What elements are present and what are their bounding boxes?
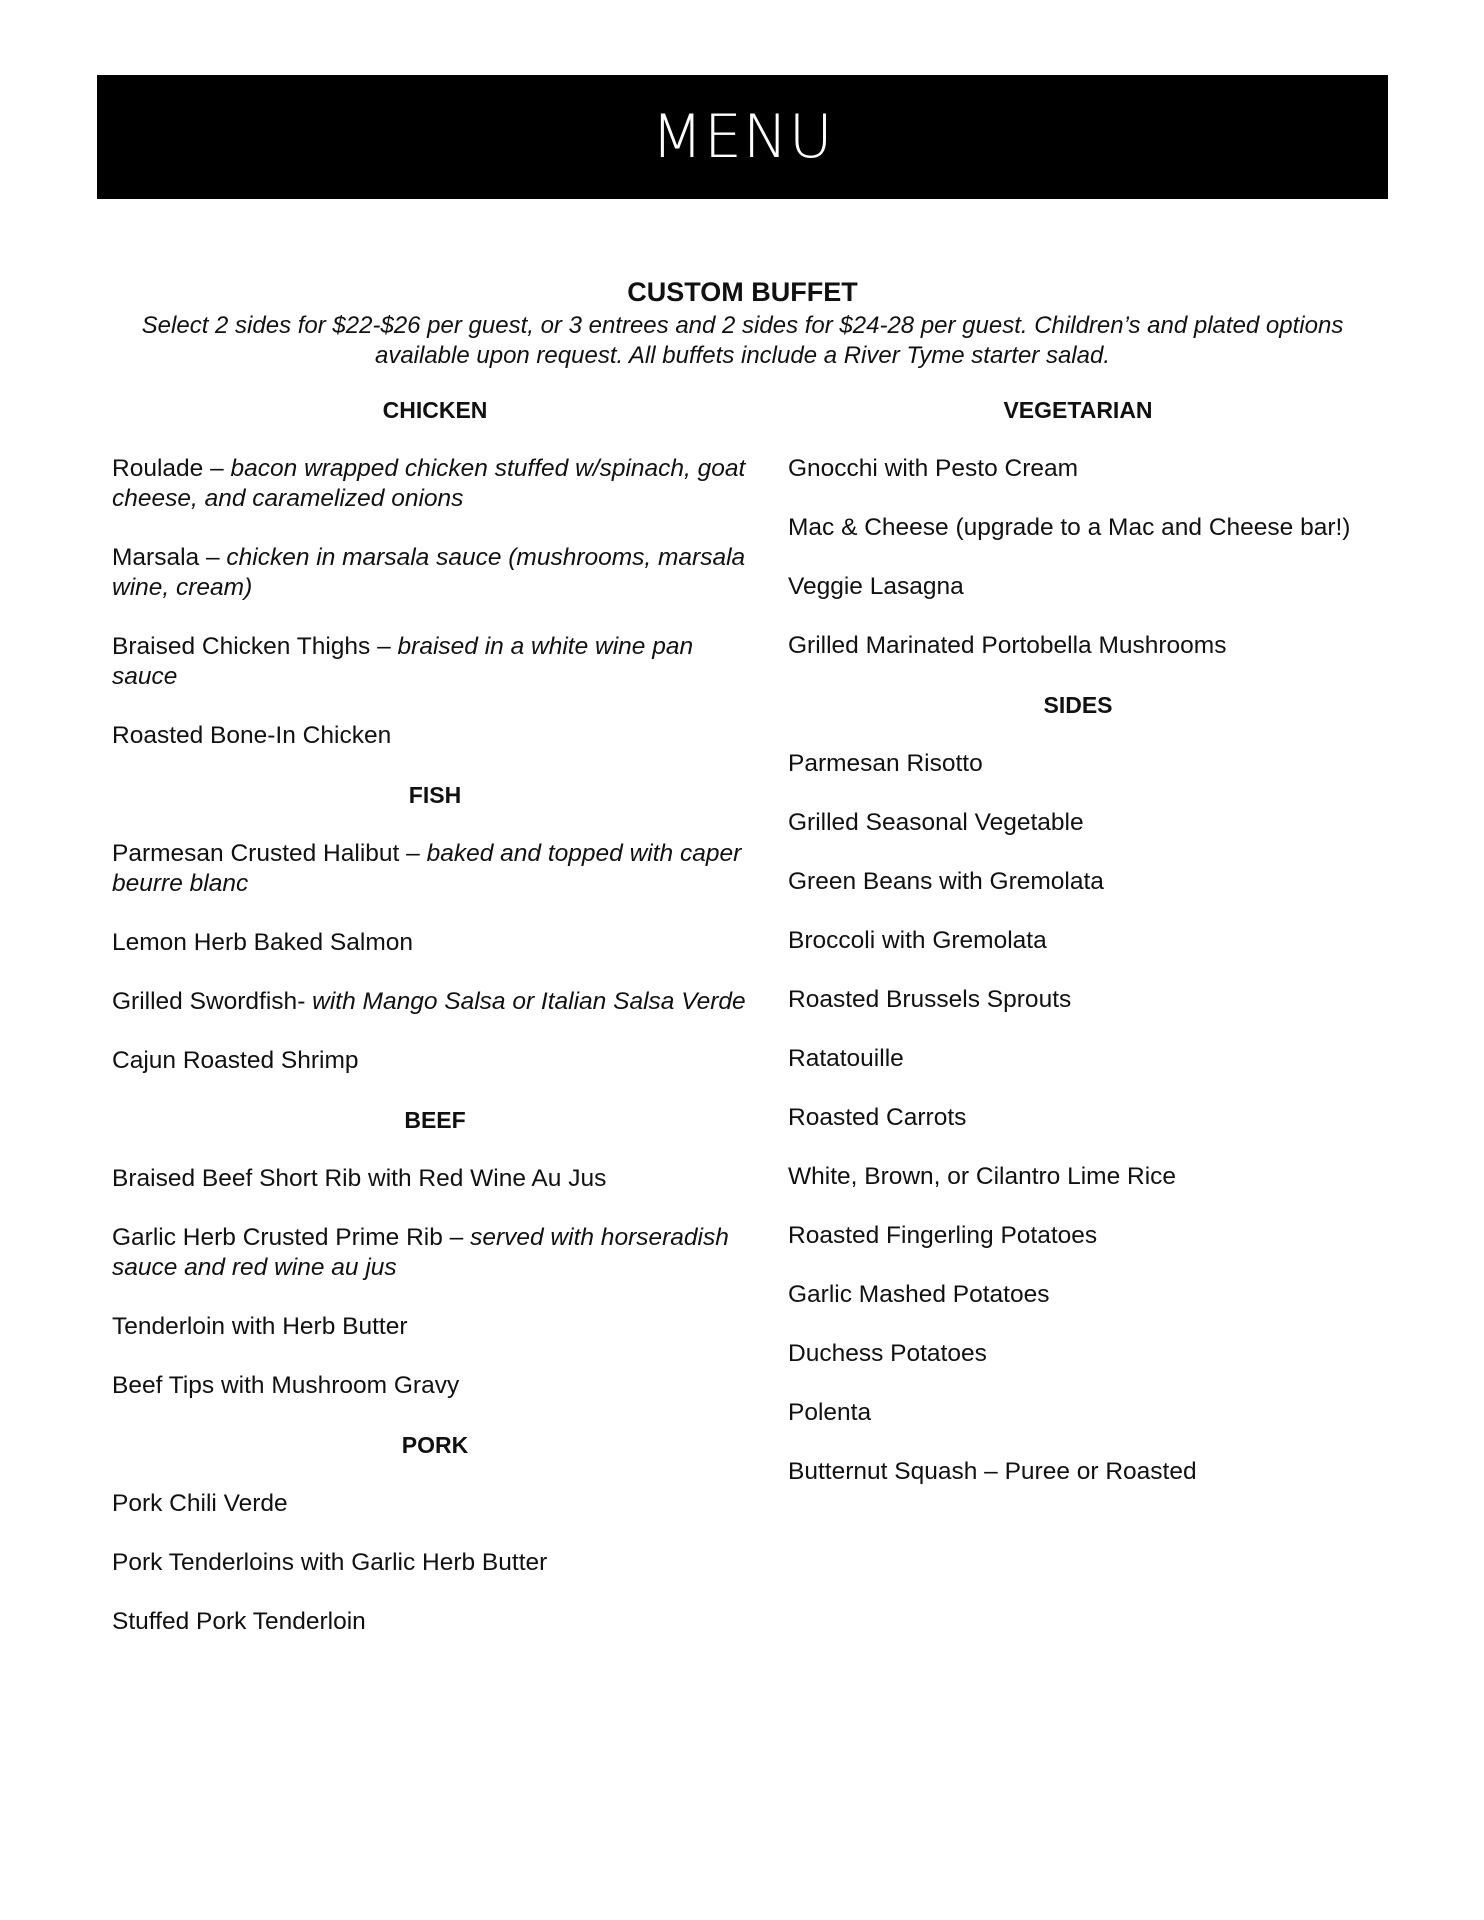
menu-item-name: Parmesan Crusted Halibut xyxy=(112,840,400,867)
section-heading-beef: BEEF xyxy=(404,1107,466,1133)
menu-item-description: with Mango Salsa or Italian Salsa Verde xyxy=(312,988,746,1015)
menu-item-name: White, Brown, or Cilantro Lime Rice xyxy=(788,1163,1177,1190)
menu-item-name: Duchess Potatoes xyxy=(788,1340,987,1367)
menu-item-name: Mac & Cheese (upgrade to a Mac and Cheese bar!) xyxy=(788,514,1351,541)
menu-item xyxy=(112,543,758,603)
menu-item-separator: – xyxy=(203,455,231,482)
menu-item xyxy=(112,928,758,958)
menu-item xyxy=(788,1398,1368,1428)
menu-item-name: Stuffed Pork Tenderloin xyxy=(112,1608,366,1635)
menu-item xyxy=(788,808,1368,838)
menu-item-name: Roasted Fingerling Potatoes xyxy=(788,1222,1098,1249)
menu-item xyxy=(112,632,758,692)
right-menu-column xyxy=(788,395,1368,1516)
menu-item-name: Braised Beef Short Rib with Red Wine Au Jus xyxy=(112,1165,607,1192)
menu-item xyxy=(112,1489,758,1519)
menu-item xyxy=(112,454,758,514)
menu-item-separator: – xyxy=(199,544,227,571)
menu-item-description: chicken in marsala sauce (mushrooms, marsala wine, cream) xyxy=(112,544,746,601)
menu-item xyxy=(112,1607,758,1637)
section-heading-vegetarian: VEGETARIAN xyxy=(1003,397,1153,423)
menu-item xyxy=(788,1457,1368,1487)
menu-item-name: Butternut Squash – Puree or Roasted xyxy=(788,1458,1197,1485)
menu-item xyxy=(788,749,1368,779)
menu-item xyxy=(112,1164,758,1194)
menu-item-name: Parmesan Risotto xyxy=(788,750,983,777)
menu-item-name: Veggie Lasagna xyxy=(788,573,964,600)
section-heading-chicken: CHICKEN xyxy=(382,397,488,423)
menu-item-name: Pork Chili Verde xyxy=(112,1490,288,1517)
menu-section-sides xyxy=(788,690,1368,1487)
menu-item-name: Ratatouille xyxy=(788,1045,904,1072)
menu-item-name: Garlic Herb Crusted Prime Rib xyxy=(112,1224,443,1251)
menu-item xyxy=(788,1162,1368,1192)
menu-item-name: Lemon Herb Baked Salmon xyxy=(112,929,413,956)
menu-item-name: Braised Chicken Thighs xyxy=(112,633,371,660)
menu-item xyxy=(788,631,1368,661)
menu-item xyxy=(112,1046,758,1076)
menu-item-separator: – xyxy=(442,1224,471,1251)
menu-item xyxy=(788,513,1368,543)
menu-item xyxy=(112,839,758,899)
menu-title: MENU xyxy=(651,102,834,172)
menu-item-name: Roulade xyxy=(112,455,204,482)
menu-item-separator: – xyxy=(399,840,427,867)
menu-item-name: Green Beans with Gremolata xyxy=(788,868,1104,895)
menu-item-name: Roasted Bone-In Chicken xyxy=(112,722,392,749)
menu-item xyxy=(788,1280,1368,1310)
menu-item xyxy=(788,1103,1368,1133)
menu-section-fish xyxy=(112,780,758,1076)
menu-section-pork xyxy=(112,1430,758,1637)
menu-item-name: Tenderloin with Herb Butter xyxy=(112,1313,408,1340)
custom-buffet-heading: CUSTOM BUFFET xyxy=(627,277,858,307)
menu-item-description: baked and topped with caper beurre blanc xyxy=(112,840,742,897)
section-heading-pork: PORK xyxy=(401,1432,469,1458)
menu-item-description: served with horseradish sauce and red wine au jus xyxy=(112,1224,729,1281)
menu-item xyxy=(112,1548,758,1578)
section-heading-sides: SIDES xyxy=(1043,692,1113,718)
menu-item-name: Cajun Roasted Shrimp xyxy=(112,1047,359,1074)
menu-item-name: Marsala xyxy=(112,544,200,571)
menu-item xyxy=(112,1371,758,1401)
menu-section-vegetarian xyxy=(788,395,1368,661)
menu-section-chicken xyxy=(112,395,758,751)
menu-item-name: Roasted Carrots xyxy=(788,1104,967,1131)
custom-buffet-description: Select 2 sides for $22-$26 per guest, or 3 entrees and 2 sides for $24-28 per guest. Children’s and plated options available upon request. All buffets include a River Tyme starter salad. xyxy=(141,312,1344,369)
menu-item-name: Polenta xyxy=(788,1399,872,1426)
menu-item-name: Beef Tips with Mushroom Gravy xyxy=(112,1372,460,1399)
menu-item-name: Garlic Mashed Potatoes xyxy=(788,1281,1050,1308)
menu-item-separator: – xyxy=(370,633,398,660)
menu-section-beef xyxy=(112,1105,758,1401)
menu-item xyxy=(112,1223,758,1283)
menu-item-name: Gnocchi with Pesto Cream xyxy=(788,455,1079,482)
menu-item xyxy=(788,454,1368,484)
menu-item-name: Grilled Swordfish xyxy=(112,988,298,1015)
menu-item-description: braised in a white wine pan sauce xyxy=(112,633,694,690)
menu-item-name: Broccoli with Gremolata xyxy=(788,927,1047,954)
menu-item xyxy=(112,1312,758,1342)
section-heading-fish: FISH xyxy=(408,782,462,808)
menu-item xyxy=(788,985,1368,1015)
menu-item-name: Pork Tenderloins with Garlic Herb Butter xyxy=(112,1549,548,1576)
menu-item xyxy=(788,1044,1368,1074)
menu-item xyxy=(112,721,758,751)
menu-item-description: bacon wrapped chicken stuffed w/spinach, goat cheese, and caramelized onions xyxy=(112,455,746,512)
menu-item-separator: - xyxy=(297,988,313,1015)
menu-item xyxy=(788,926,1368,956)
menu-item xyxy=(788,1339,1368,1369)
menu-item-name: Grilled Seasonal Vegetable xyxy=(788,809,1084,836)
menu-item xyxy=(788,572,1368,602)
left-menu-column xyxy=(112,395,758,1666)
menu-item-name: Grilled Marinated Portobella Mushrooms xyxy=(788,632,1227,659)
menu-item-name: Roasted Brussels Sprouts xyxy=(788,986,1072,1013)
menu-item xyxy=(788,867,1368,897)
menu-item xyxy=(112,987,758,1017)
menu-item xyxy=(788,1221,1368,1251)
menu-banner xyxy=(97,75,1388,199)
